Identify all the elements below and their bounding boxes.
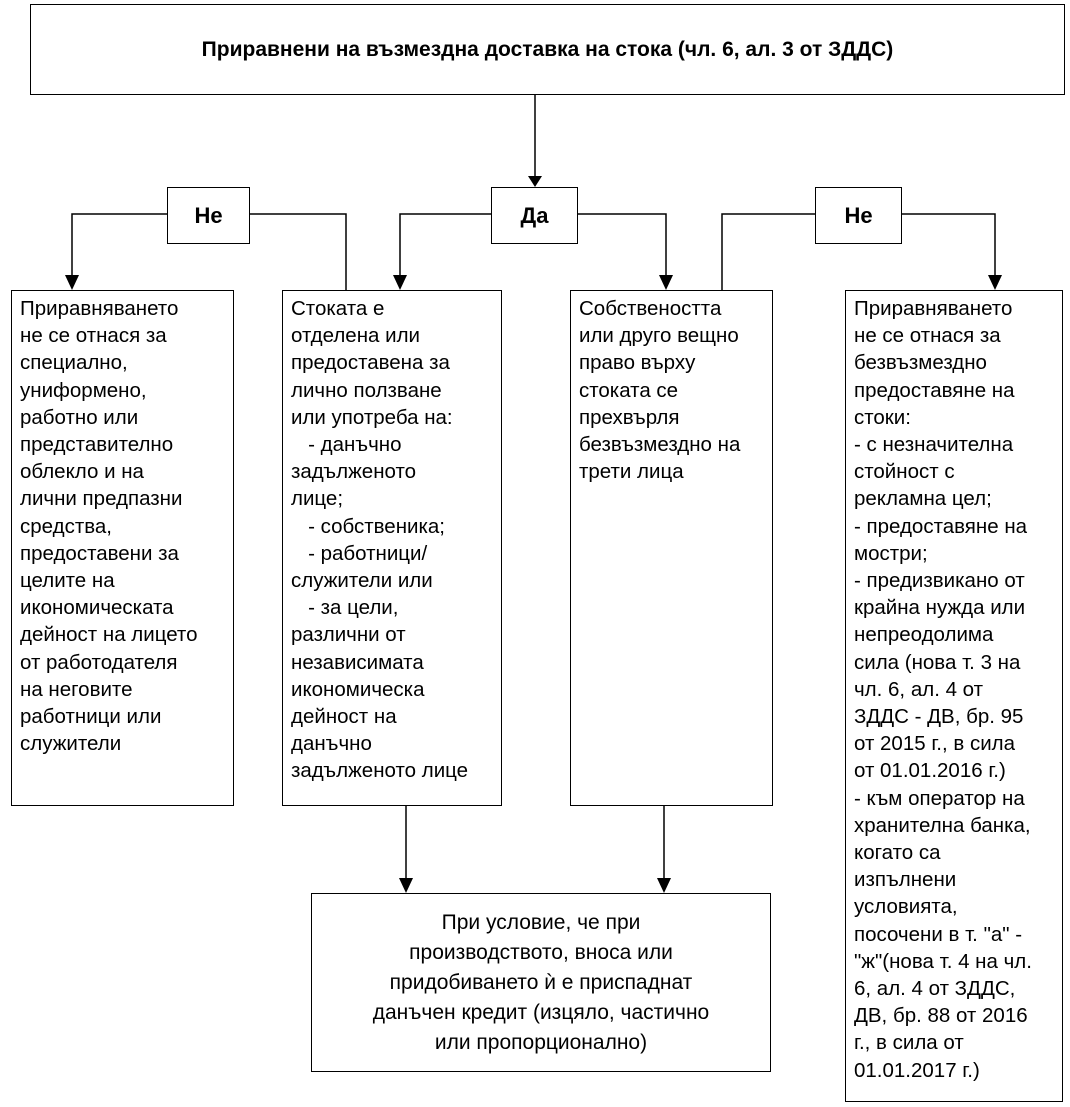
label-no-left: Не xyxy=(167,187,250,244)
box-exclusion-free-goods: Приравняването не се отнася за безвъзмездно предоставяне на стоки: - с незначителна стойност с рекламна цел; - предоставяне на мостри; - предизвикано от крайна нужда или непреодолима сила (нова т. 3 на чл. 6, ал. 4 от ЗДДС - ДВ, бр. 95 от 2015 г., в сила от 01.01.2016 г.) - към оператор на хранителна банка, когато са изпълнени условията, посочени в т. "а" - "ж"(нова т. 4 на чл. 6, ал. 4 от ЗДДС, ДВ, бр. 88 от 2016 г., в сила от 01.01.2017 г.) xyxy=(845,290,1063,1102)
label-yes: Да xyxy=(491,187,578,244)
box-exclusion-clothing: Приравняването не се отнася за специално, униформено, работно или представително облекло и на лични предпазни средства, предоставени за целите на икономическата дейност на лицето от работодателя на неговите работници или служители xyxy=(11,290,234,806)
box-tax-credit-condition: При условие, че при производството, вноса или придобиването ѝ е приспаднат данъчен кредит (изцяло, частично или пропорционално) xyxy=(311,893,771,1072)
diagram-title: Приравнени на възмездна доставка на стока (чл. 6, ал. 3 от ЗДДС) xyxy=(30,4,1065,95)
box-goods-separated: Стоката е отделена или предоставена за лично ползване или употреба на: - данъчно задълженото лице; - собственика; - работници/ служители или - за цели, различни от независимата икономическа дейност на данъчно задълженото лице xyxy=(282,290,502,806)
box-ownership-transfer: Собствеността или друго вещно право върху стоката се прехвърля безвъзмездно на трети лица xyxy=(570,290,773,806)
label-no-right: Не xyxy=(815,187,902,244)
